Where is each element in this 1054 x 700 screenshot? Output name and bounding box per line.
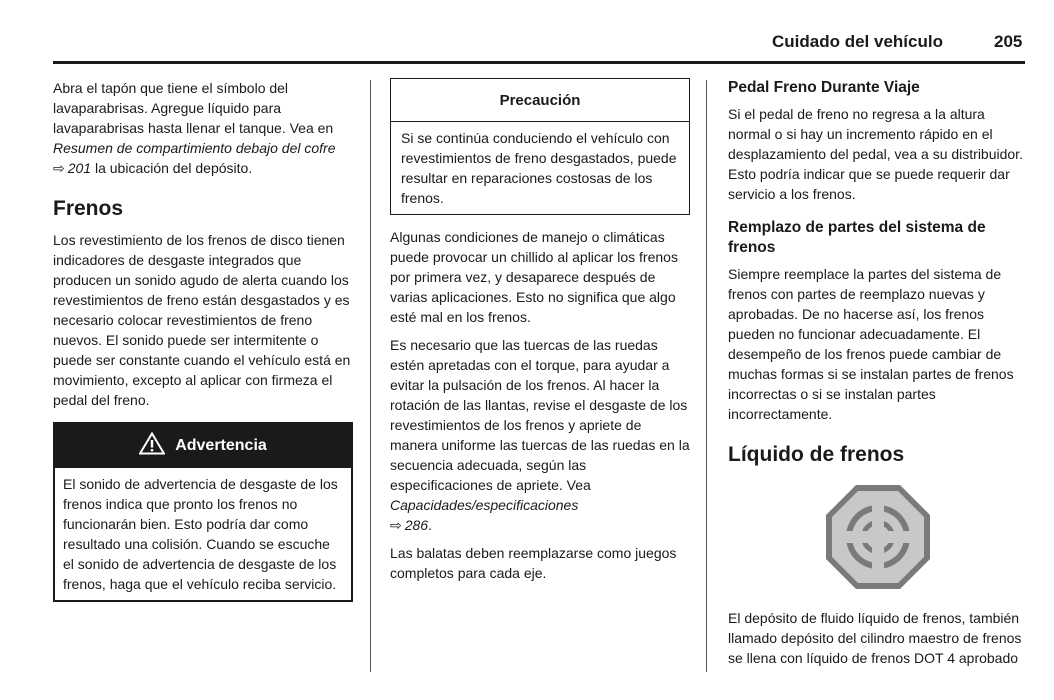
warning-body xyxy=(55,468,351,600)
column-divider-2 xyxy=(706,80,707,672)
frenos-paragraph: Los revestimiento de los frenos de disco tienen indicadores de desgaste integrados que producen un sonido agudo de alerta cuando los revestimientos de freno están desgastados y es necesario colocar revestimientos de freno nuevos. El sonido puede ser intermitente o puede ser constante cuando el vehículo está en movimiento, excepto al aplicar con firmeza el pedal del freno. xyxy=(53,232,351,408)
warning-title: Advertencia xyxy=(175,437,267,454)
subheading-pedal: Pedal Freno Durante Viaje xyxy=(728,79,920,96)
specs-ref-title[interactable]: Capacidades/especificaciones xyxy=(390,497,579,513)
squeal-paragraph: Algunas condiciones de manejo o climáticas puede provocar un chillido al aplicar los frenos por primera vez, y desaparece después de varias aplicaciones. Esto no significa que algo esté mal en los frenos. xyxy=(390,229,678,325)
caution-body xyxy=(391,122,689,214)
warning-triangle-icon xyxy=(139,432,165,460)
replacement-paragraph: Siempre reemplace la partes del sistema de frenos con partes de reemplazo nuevas y aprobadas. De no hacerse así, los frenos pueden no funcionar adecuadamente. El desempeño de los frenos puede cambiar de muchas formas si se instalan partes de frenos incorrectas o si se instalan partes incorrectamente. xyxy=(728,266,1014,422)
caution-text: Si se continúa conduciendo el vehículo con revestimientos de freno desgastados, puede resultar en reparaciones costosas de los frenos. xyxy=(401,130,677,206)
column-divider-1 xyxy=(370,80,371,672)
column-2 xyxy=(390,78,690,591)
intro-tail: la ubicación del depósito. xyxy=(94,160,253,176)
header-title: Cuidado del vehículo xyxy=(772,32,943,51)
brake-fluid-paragraph: El depósito de fluido líquido de frenos, también llamado depósito del cilindro maestro de frenos se llena con líquido de frenos DOT 4 aprobado xyxy=(728,610,1022,666)
brake-fluid-cap-icon xyxy=(823,482,933,592)
wheel-nuts-paragraph: Es necesario que las tuercas de las ruedas estén apretadas con el torque, para ayudar a evitar la pulsación de los frenos. Al hacer la rotación de las llantas, revise el desgaste de los revestimientos de los frenos y apriete de manera uniforme las tuercas de las ruedas en la secuencia adecuada, según las especificaciones de apriete. Vea Capacidades/especificaciones ⇨ 286. xyxy=(390,337,690,533)
caution-title: Precaución xyxy=(391,79,689,122)
intro-ref-page[interactable]: 201 xyxy=(67,160,92,176)
specs-ref-page[interactable]: 286 xyxy=(404,517,429,533)
brake-fluid-symbol xyxy=(728,482,1028,592)
section-heading-brake-fluid: Líquido de frenos xyxy=(728,443,905,466)
intro-text: Abra el tapón que tiene el símbolo del lavaparabrisas. Agregue líquido para lavaparabrisas hasta llenar el tanque. Vea en xyxy=(53,80,334,136)
column-1 xyxy=(53,78,353,602)
intro-paragraph xyxy=(53,78,353,178)
warning-text: El sonido de advertencia de desgaste de los frenos indica que pronto los frenos no funcionarán bien. Esto podría dar como resultado una colisión. Cuando se escuche el sonido de advertencia de desgaste de los frenos, haga que el vehículo reciba servicio. xyxy=(63,476,338,592)
warning-box xyxy=(53,422,353,602)
intro-ref-title[interactable]: Resumen de compartimiento debajo del cofre xyxy=(53,140,336,156)
subheading-replacement: Remplazo de partes del sistema de frenos xyxy=(728,219,986,256)
reference-arrow-icon: ⇨ xyxy=(53,160,65,176)
reference-arrow-icon: ⇨ xyxy=(390,517,402,533)
header-rule xyxy=(53,61,1025,64)
wheel-nuts-text: Es necesario que las tuercas de las ruedas estén apretadas con el torque, para ayudar a evitar la pulsación de los frenos. Al hacer la rotación de las llantas, revise el desgaste de los revestimientos de los frenos y apriete de manera uniforme las tuercas de las ruedas en la secuencia adecuada, según las especificaciones de apriete. Vea xyxy=(390,337,690,493)
pads-paragraph: Las balatas deben reemplazarse como juegos completos para cada eje. xyxy=(390,545,677,581)
caution-box xyxy=(390,78,690,215)
column-3 xyxy=(728,78,1028,676)
page-number: 205 xyxy=(994,32,1023,51)
section-heading-frenos: Frenos xyxy=(53,197,124,220)
pedal-paragraph: Si el pedal de freno no regresa a la altura normal o si hay un incremento rápido en el desplazamiento del pedal, vea a su distribuidor. Esto podría indicar que se puede requerir dar servicio a los frenos. xyxy=(728,106,1023,202)
warning-header xyxy=(55,424,351,468)
